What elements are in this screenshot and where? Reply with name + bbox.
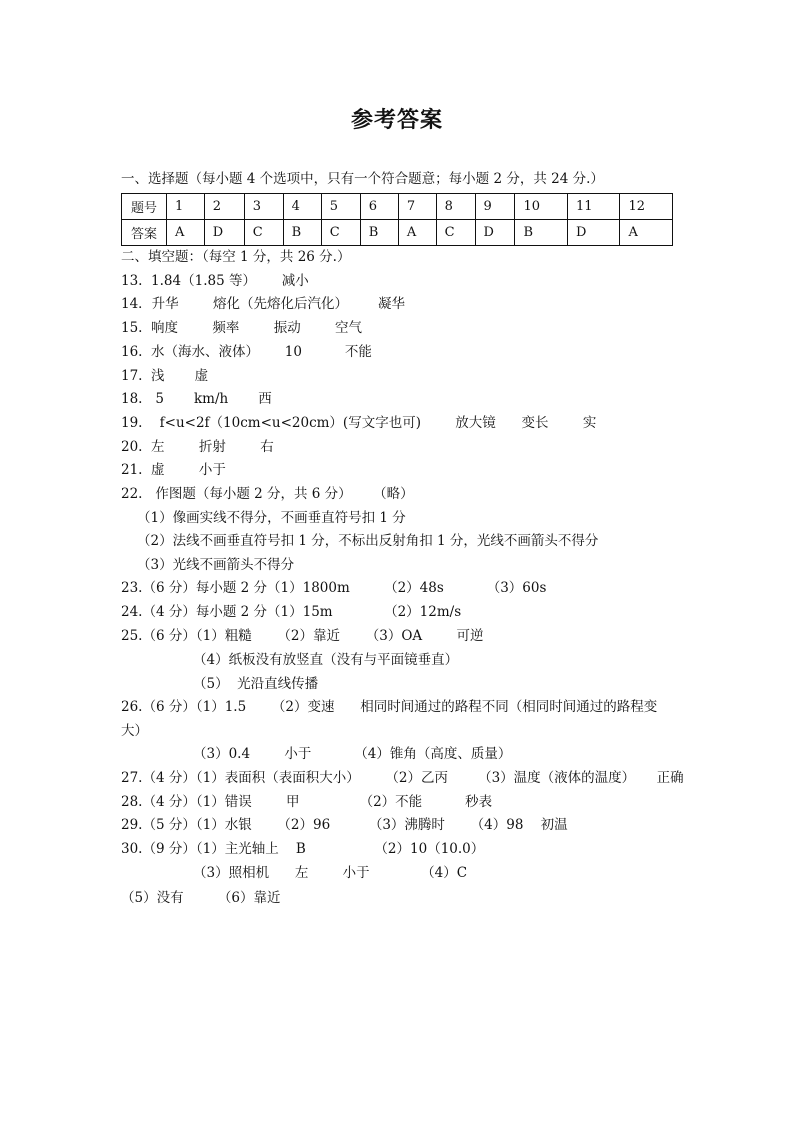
table-cell: B [515,220,567,246]
table-row-answers [122,220,673,246]
table-cell: 12 [620,194,673,220]
table-cell: 10 [515,194,567,220]
answer-line: 18. 5 km/h 西 [121,391,272,407]
table-cell: 6 [360,194,398,220]
answer-line: （2）法线不画垂直符号扣 1 分，不标出反射角扣 1 分，光线不画箭头不得分 [137,533,599,549]
row-label-answers: 答案 [122,220,167,246]
table-cell: 11 [567,194,619,220]
table-cell: 1 [167,194,205,220]
answer-line: 23.（6 分）每小题 2 分（1）1800m （2）48s （3）60s [121,580,547,596]
answer-line: 26.（6 分）（1）1.5 （2）变速 相同时间通过的路程不同（相同时间通过的路程变 [121,699,658,715]
answer-line: 24.（4 分）每小题 2 分（1）15m （2）12m/s [121,604,462,620]
answer-line: （3）0.4 小于 （4）锥角（高度、质量） [193,746,512,762]
answer-line: （5） 光沿直线传播 [193,676,319,692]
answer-line: 21. 虚 小于 [121,462,226,478]
row-label-numbers: 题号 [122,194,167,220]
table-cell: A [167,220,205,246]
table-cell: B [360,220,398,246]
table-cell: 9 [475,194,515,220]
page-title: 参考答案 [350,107,443,133]
section2-heading: 二、填空题：（每空 1 分，共 26 分.） [121,249,351,265]
answer-line: 16. 水（海水、液体） 10 不能 [121,344,372,360]
table-cell: 4 [283,194,321,220]
table-cell: 2 [204,194,244,220]
answer-table [121,193,673,246]
table-cell: D [567,220,619,246]
answer-line: 28.（4 分）（1）错误 甲 （2）不能 秒表 [121,794,493,810]
answer-line: （3）照相机 左 小于 （4）C [193,865,468,881]
answer-line: 29.（5 分）（1）水银 （2）96 （3）沸腾时 （4）98 初温 [121,817,568,833]
table-cell: C [436,220,475,246]
table-cell: D [204,220,244,246]
table-row-numbers [122,194,673,220]
answer-line: 19. f<u<2f（10cm<u<20cm）(写文字也可) 放大镜 变长 实 [121,415,597,431]
table-cell: B [283,220,321,246]
answer-line: （3）光线不画箭头不得分 [137,557,295,573]
table-cell: 3 [244,194,283,220]
table-cell: 7 [398,194,436,220]
table-cell: D [475,220,515,246]
table-cell: C [321,220,360,246]
table-cell: A [398,220,436,246]
answer-line: （1）像画实线不得分，不画垂直符号扣 1 分 [137,510,406,526]
section1-heading: 一、选择题（每小题 4 个选项中，只有一个符合题意；每小题 2 分，共 24 分.） [121,171,604,187]
table-cell: 5 [321,194,360,220]
answer-line: 17. 浅 虚 [121,368,209,384]
answer-line: 25.（6 分）（1）粗糙 （2）靠近 （3）OA 可逆 [121,628,484,644]
answer-line: 27.（4 分）（1）表面积（表面积大小） （2）乙丙 （3）温度（液体的温度） 正确 [121,770,684,786]
answer-line: 15. 响度 频率 振动 空气 [121,320,363,336]
answer-line: 14．升华 熔化（先熔化后汽化） 凝华 [121,296,406,312]
table-cell: A [620,220,673,246]
answer-line: （4）纸板没有放竖直（没有与平面镜垂直） [193,652,459,668]
answer-line: 30.（9 分）（1）主光轴上 B （2）10（10.0） [121,841,485,857]
answer-line: 13. 1.84（1.85 等） 减小 [121,273,309,289]
answer-line: 22. 作图题（每小题 2 分，共 6 分） （略） [121,486,414,502]
table-cell: C [244,220,283,246]
table-cell: 8 [436,194,475,220]
answer-line: 20. 左 折射 右 [121,439,274,455]
answer-line: （5）没有 （6）靠近 [121,890,281,906]
answer-line: 大） [121,723,148,739]
